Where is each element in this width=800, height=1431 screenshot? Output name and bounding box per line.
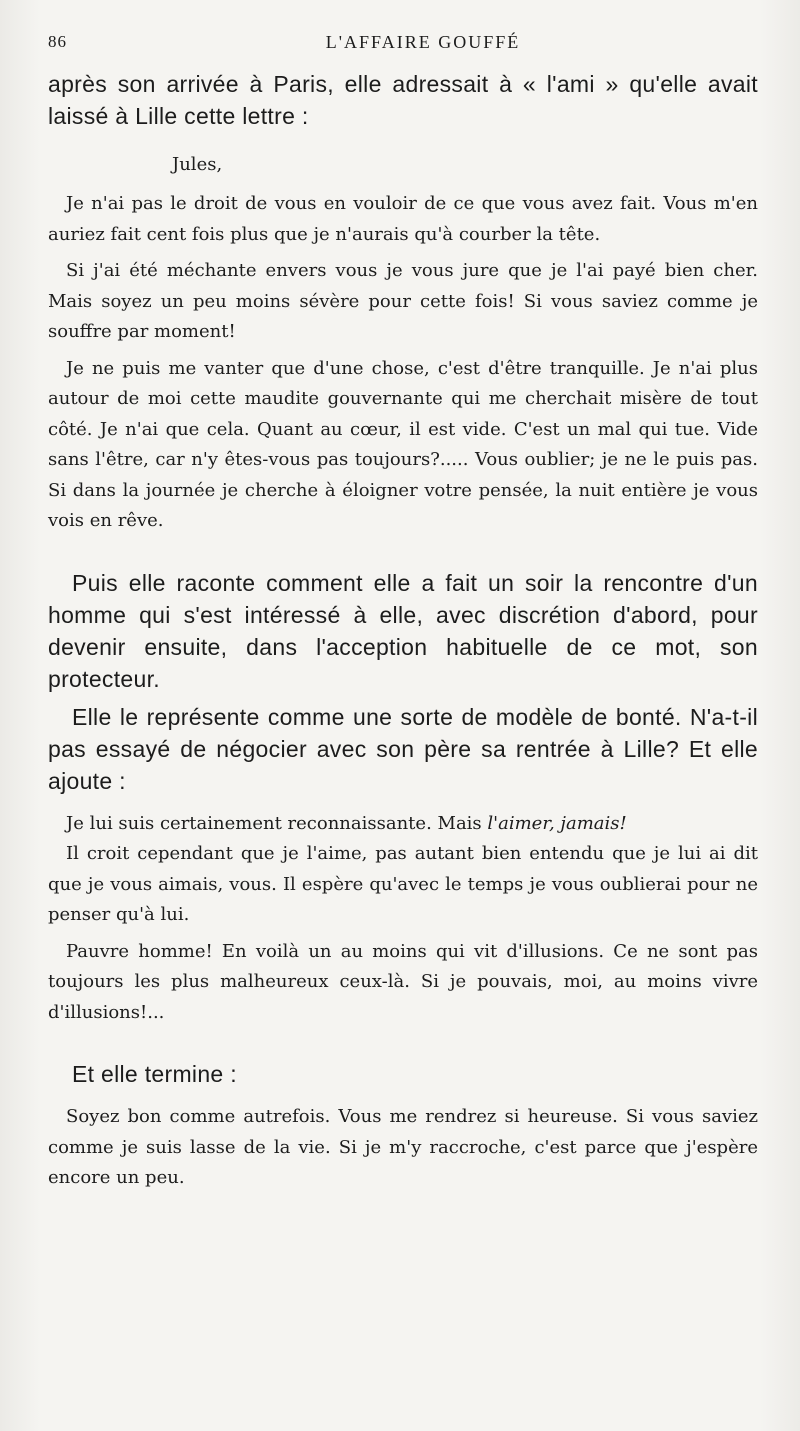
letter1-paragraph-1: Je n'ai pas le droit de vous en vouloir de ce que vous avez fait. Vous m'en auriez fait cent fois plus que je n'aurais qu'à courber la tête. xyxy=(48,193,758,245)
letter-salutation: Jules, xyxy=(172,154,223,175)
narration-paragraph-3: Et elle termine : xyxy=(72,1061,237,1087)
letter3-paragraph: Soyez bon comme autrefois. Vous me rendrez si heureuse. Si vous saviez comme je suis lasse de la vie. Si je m'y raccroche, c'est parce que j'espère encore un peu. xyxy=(48,1106,758,1188)
letter1-paragraph-3: Je ne puis me vanter que d'une chose, c'est d'être tranquille. Je n'ai plus autour de moi cette maudite gouvernante qui me cherchait misère de tout côté. Je n'ai que cela. Quant au cœur, il est vide. C'est un mal qui tue. Vide sans l'être, car n'y êtes-vous pas toujours?..... Vous oublier; je ne le puis pas. Si dans la journée je cherche à éloigner votre pensée, la nuit entière je vous vois en rêve. xyxy=(48,357,758,531)
letter2-paragraph-2: Il croit cependant que je l'aime, pas autant bien entendu que je lui ai dit que je vous aimais, vous. Il espère qu'avec le temps je vous oublierai pour ne penser qu'à lui. xyxy=(48,843,758,925)
letter1-paragraph-2: Si j'ai été méchante envers vous je vous jure que je l'ai payé bien cher. Mais soyez un peu moins sévère pour cette fois! Si vous saviez comme je souffre par moment! xyxy=(48,260,758,342)
letter2-paragraph-1 xyxy=(48,809,758,840)
letter2-paragraph-3: Pauvre homme! En voilà un au moins qui vit d'illusions. Ce ne sont pas toujours les plus malheureux ceux-là. Si je pouvais, moi, au moins vivre d'illusions!... xyxy=(48,940,758,1023)
narration-paragraph-1: Puis elle raconte comment elle a fait un soir la rencontre d'un homme qui s'est intéressé à elle, avec discrétion d'abord, pour devenir ensuite, dans l'acception habituelle de ce mot, son protecteur. xyxy=(48,569,758,692)
running-title: L'AFFAIRE GOUFFÉ xyxy=(325,32,521,52)
page-number: 86 xyxy=(48,32,67,51)
page-header xyxy=(48,28,758,68)
narration-paragraph-2: Elle le représente comme une sorte de modèle de bonté. N'a-t-il pas essayé de négocier avec son père sa rentrée à Lille? Et elle ajoute : xyxy=(48,703,758,794)
intro-paragraph: après son arrivée à Paris, elle adressait à « l'ami » qu'elle avait laissé à Lille cette lettre : xyxy=(48,71,758,129)
letter2-paragraph-1-italic: l'aimer, jamais! xyxy=(487,812,627,834)
letter2-paragraph-1-roman: Je lui suis certainement reconnaissante. Mais xyxy=(66,812,488,834)
